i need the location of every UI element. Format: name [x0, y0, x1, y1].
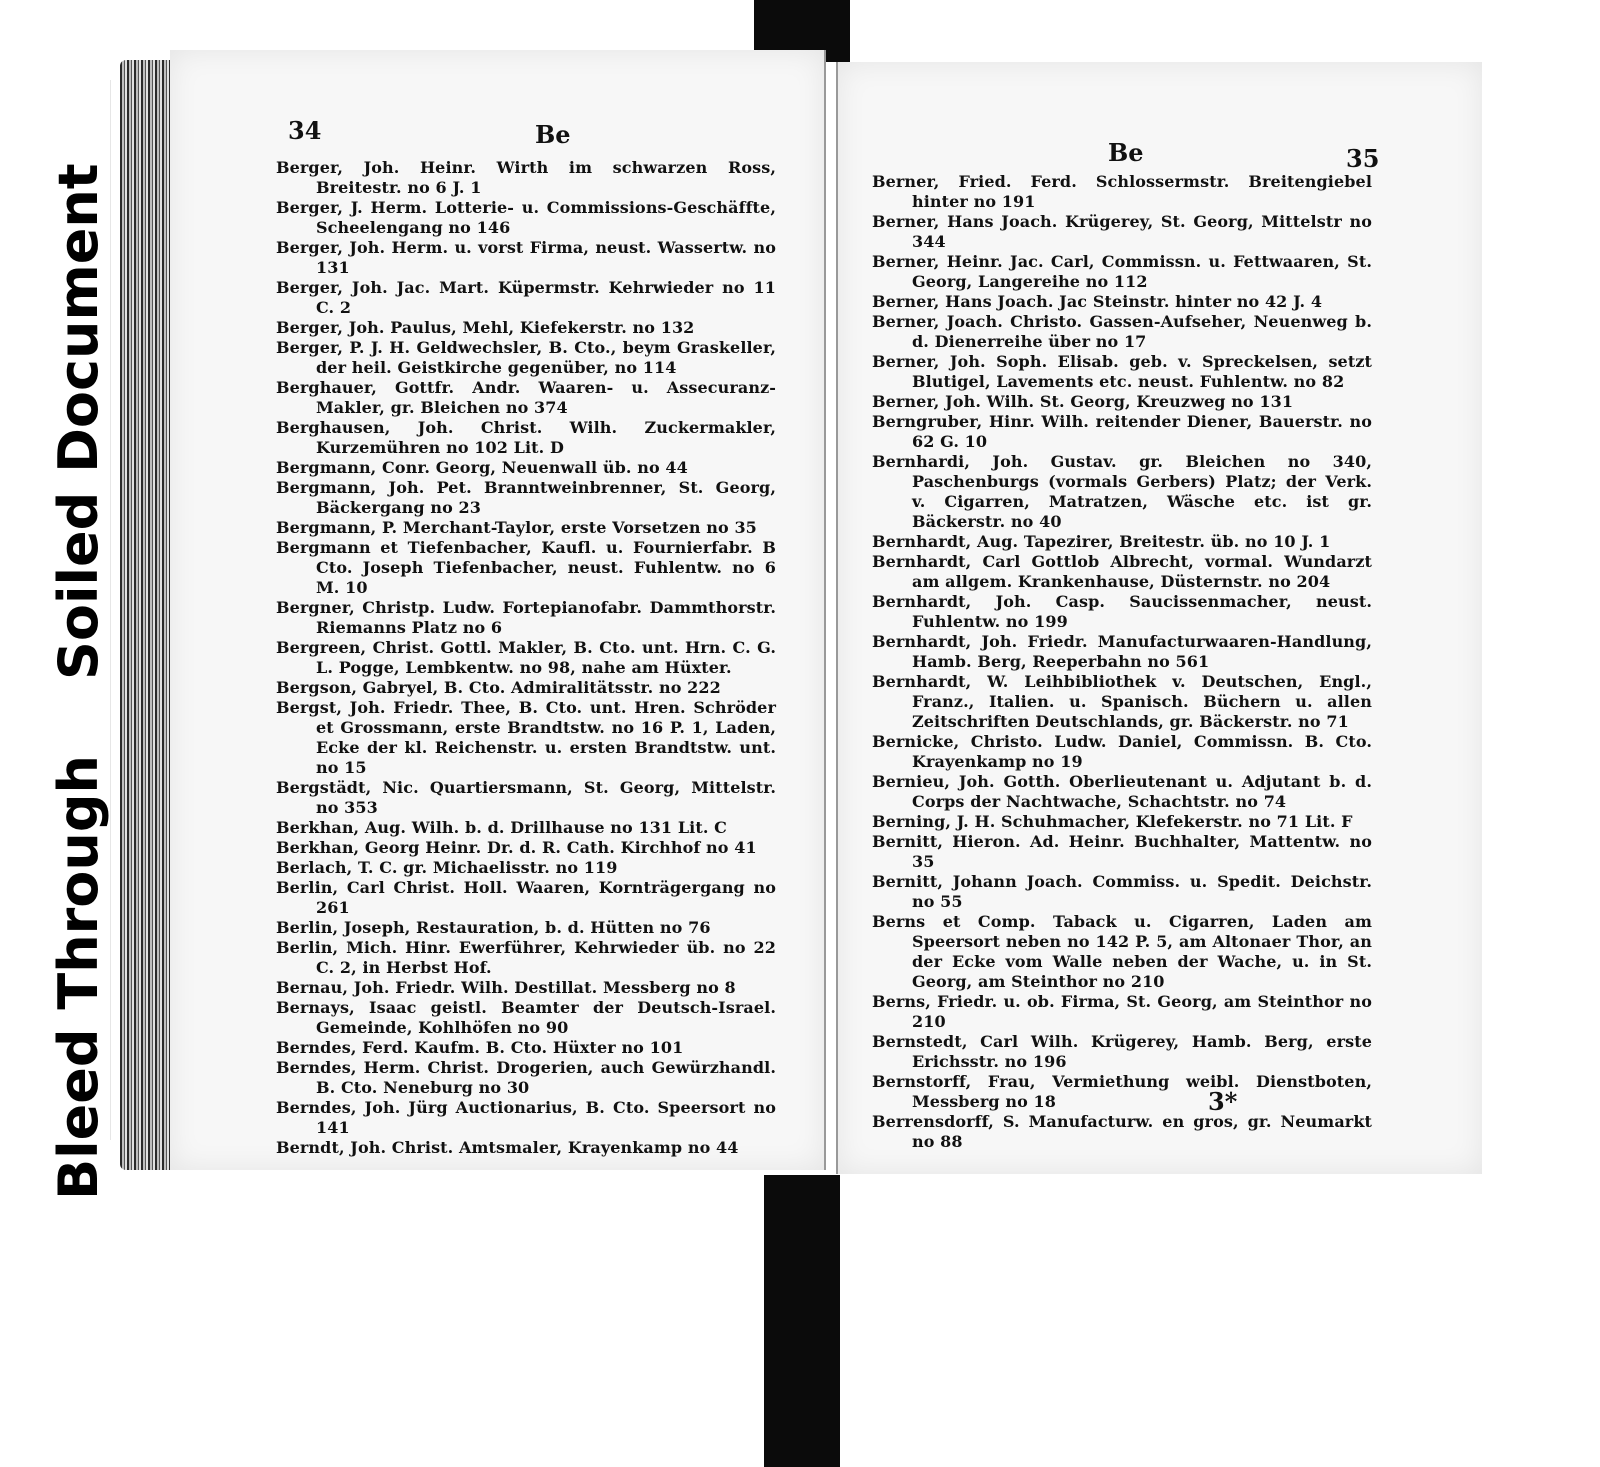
directory-entry: Berndes, Herm. Christ. Drogerien, auch Gewürzhandl. B. Cto. Neneburg no 30 — [276, 1058, 776, 1097]
binding-strip-bottom — [764, 1175, 840, 1467]
running-head: Be — [1108, 138, 1144, 167]
directory-entry: Berlach, T. C. gr. Michaelisstr. no 119 — [276, 858, 618, 877]
directory-entry: Bergmann, P. Merchant-Taylor, erste Vorsetzen no 35 — [276, 518, 757, 537]
directory-entry: Bernhardt, Joh. Friedr. Manufacturwaaren-Handlung, Hamb. Berg, Reeperbahn no 561 — [872, 632, 1372, 671]
directory-entry: Bergner, Christp. Ludw. Fortepianofabr. Dammthorstr. Riemanns Platz no 6 — [276, 598, 776, 637]
directory-entry: Bernhardt, Carl Gottlob Albrecht, vormal. Wundarzt am allgem. Krankenhause, Düsternstr. no 204 — [872, 552, 1372, 591]
directory-entry: Berger, Joh. Herm. u. vorst Firma, neust. Wassertw. no 131 — [276, 238, 776, 277]
directory-entry: Bernhardt, Joh. Casp. Saucissenmacher, neust. Fuhlentw. no 199 — [872, 592, 1372, 631]
left-page — [170, 50, 826, 1170]
directory-entry: Berngruber, Hinr. Wilh. reitender Diener, Bauerstr. no 62 G. 10 — [872, 412, 1372, 451]
directory-entry: Bernitt, Hieron. Ad. Heinr. Buchhalter, Mattentw. no 35 — [872, 832, 1372, 871]
directory-entry: Bernau, Joh. Friedr. Wilh. Destillat. Messberg no 8 — [276, 978, 736, 997]
directory-entry: Berns et Comp. Taback u. Cigarren, Laden am Speersort neben no 142 P. 5, am Altonaer Thor, an der Ecke vom Walle neben der Wache, u. in St. Georg, am Steinthor no 210 — [872, 912, 1372, 991]
directory-entry: Bergreen, Christ. Gottl. Makler, B. Cto. unt. Hrn. C. G. L. Pogge, Lembkentw. no 98, nahe am Hüxter. — [276, 638, 776, 677]
directory-entry: Berndes, Ferd. Kaufm. B. Cto. Hüxter no 101 — [276, 1038, 684, 1057]
directory-entry: Berlin, Carl Christ. Holl. Waaren, Kornträgergang no 261 — [276, 878, 776, 917]
directory-entry: Berger, Joh. Heinr. Wirth im schwarzen Ross, Breitestr. no 6 J. 1 — [276, 158, 776, 197]
page-number: 35 — [1346, 144, 1380, 173]
bleed-through-stamp: Bleed Through — [47, 755, 110, 1200]
directory-entry: Bernhardt, W. Leihbibliothek v. Deutschen, Engl., Franz., Italien. u. Spanisch. Büchern u. allen Zeitschriften Deutschlands, gr. Bäckerstr. no 71 — [872, 672, 1372, 731]
directory-entry: Berger, Joh. Jac. Mart. Küpermstr. Kehrwieder no 11 C. 2 — [276, 278, 776, 317]
directory-entry: Bergmann, Joh. Pet. Branntweinbrenner, St. Georg, Bäckergang no 23 — [276, 478, 776, 517]
directory-entry: Bergmann, Conr. Georg, Neuenwall üb. no 44 — [276, 458, 688, 477]
right-page — [836, 62, 1482, 1174]
directory-entry: Berns, Friedr. u. ob. Firma, St. Georg, am Steinthor no 210 — [872, 992, 1372, 1031]
signature-mark: 3* — [1208, 1087, 1238, 1116]
directory-entry: Berrensdorff, S. Manufacturw. en gros, gr. Neumarkt no 88 — [872, 1112, 1372, 1151]
directory-entry: Berner, Heinr. Jac. Carl, Commissn. u. Fettwaaren, St. Georg, Langereihe no 112 — [872, 252, 1372, 291]
directory-entry: Bernieu, Joh. Gotth. Oberlieutenant u. Adjutant b. d. Corps der Nachtwache, Schachtstr. no 74 — [872, 772, 1372, 811]
directory-entry: Bernays, Isaac geistl. Beamter der Deutsch-Israel. Gemeinde, Kohlhöfen no 90 — [276, 998, 776, 1037]
directory-entry: Bernitt, Johann Joach. Commiss. u. Spedit. Deichstr. no 55 — [872, 872, 1372, 911]
directory-entry: Berner, Fried. Ferd. Schlossermstr. Breitengiebel hinter no 191 — [872, 172, 1372, 211]
soiled-document-stamp: Soiled Document — [47, 163, 110, 680]
directory-entry: Berkhan, Aug. Wilh. b. d. Drillhause no 131 Lit. C — [276, 818, 728, 837]
directory-entries — [276, 158, 776, 1158]
directory-entry: Berner, Hans Joach. Krügerey, St. Georg, Mittelstr no 344 — [872, 212, 1372, 251]
directory-entry: Berghausen, Joh. Christ. Wilh. Zuckermakler, Kurzemühren no 102 Lit. D — [276, 418, 776, 457]
directory-entry: Berger, P. J. H. Geldwechsler, B. Cto., beym Graskeller, der heil. Geistkirche gegenüber, no 114 — [276, 338, 776, 377]
directory-entry: Berghauer, Gottfr. Andr. Waaren- u. Assecuranz-Makler, gr. Bleichen no 374 — [276, 378, 776, 417]
directory-entry: Berning, J. H. Schuhmacher, Klefekerstr. no 71 Lit. F — [872, 812, 1353, 831]
directory-entry: Bernhardi, Joh. Gustav. gr. Bleichen no 340, Paschenburgs (vormals Gerbers) Platz; der Verk. v. Cigarren, Matratzen, Wäsche etc. ist gr. Bäckerstr. no 40 — [872, 452, 1372, 531]
directory-entry: Berkhan, Georg Heinr. Dr. d. R. Cath. Kirchhof no 41 — [276, 838, 757, 857]
directory-entry: Bergmann et Tiefenbacher, Kaufl. u. Fournierfabr. B Cto. Joseph Tiefenbacher, neust. Fuhlentw. no 6 M. 10 — [276, 538, 776, 597]
directory-entries — [872, 172, 1372, 1152]
directory-entry: Berner, Joh. Wilh. St. Georg, Kreuzweg no 131 — [872, 392, 1294, 411]
directory-entry: Berner, Joh. Soph. Elisab. geb. v. Spreckelsen, setzt Blutigel, Lavements etc. neust. Fuhlentw. no 82 — [872, 352, 1372, 391]
directory-entry: Berner, Hans Joach. Jac Steinstr. hinter no 42 J. 4 — [872, 292, 1323, 311]
directory-entry: Bergson, Gabryel, B. Cto. Admiralitätsstr. no 222 — [276, 678, 721, 697]
stamp-panel — [10, 80, 111, 1200]
directory-entry: Bernicke, Christo. Ludw. Daniel, Commissn. B. Cto. Krayenkamp no 19 — [872, 732, 1372, 771]
directory-entry: Berlin, Mich. Hinr. Ewerführer, Kehrwieder üb. no 22 C. 2, in Herbst Hof. — [276, 938, 776, 977]
directory-entry: Berndt, Joh. Christ. Amtsmaler, Krayenkamp no 44 — [276, 1138, 739, 1157]
directory-entry: Berger, Joh. Paulus, Mehl, Kiefekerstr. no 132 — [276, 318, 695, 337]
running-head: Be — [535, 120, 571, 149]
directory-entry: Bergstädt, Nic. Quartiersmann, St. Georg, Mittelstr. no 353 — [276, 778, 776, 817]
directory-entry: Berner, Joach. Christo. Gassen-Aufseher, Neuenweg b. d. Dienerreihe über no 17 — [872, 312, 1372, 351]
directory-entry: Berger, J. Herm. Lotterie- u. Commissions-Geschäffte, Scheelengang no 146 — [276, 198, 776, 237]
directory-entry: Bernstedt, Carl Wilh. Krügerey, Hamb. Berg, erste Erichsstr. no 196 — [872, 1032, 1372, 1071]
directory-entry: Berndes, Joh. Jürg Auctionarius, B. Cto. Speersort no 141 — [276, 1098, 776, 1137]
directory-entry: Berlin, Joseph, Restauration, b. d. Hütten no 76 — [276, 918, 711, 937]
directory-entry: Bernhardt, Aug. Tapezirer, Breitestr. üb. no 10 J. 1 — [872, 532, 1331, 551]
directory-entry: Bergst, Joh. Friedr. Thee, B. Cto. unt. Hren. Schröder et Grossmann, erste Brandtstw. no 16 P. 1, Laden, Ecke der kl. Reichenstr. u. ersten Brandtstw. unt. no 15 — [276, 698, 776, 777]
page-number: 34 — [288, 116, 322, 145]
directory-entry: Bernstorff, Frau, Vermiethung weibl. Dienstboten, Messberg no 18 — [872, 1072, 1372, 1111]
